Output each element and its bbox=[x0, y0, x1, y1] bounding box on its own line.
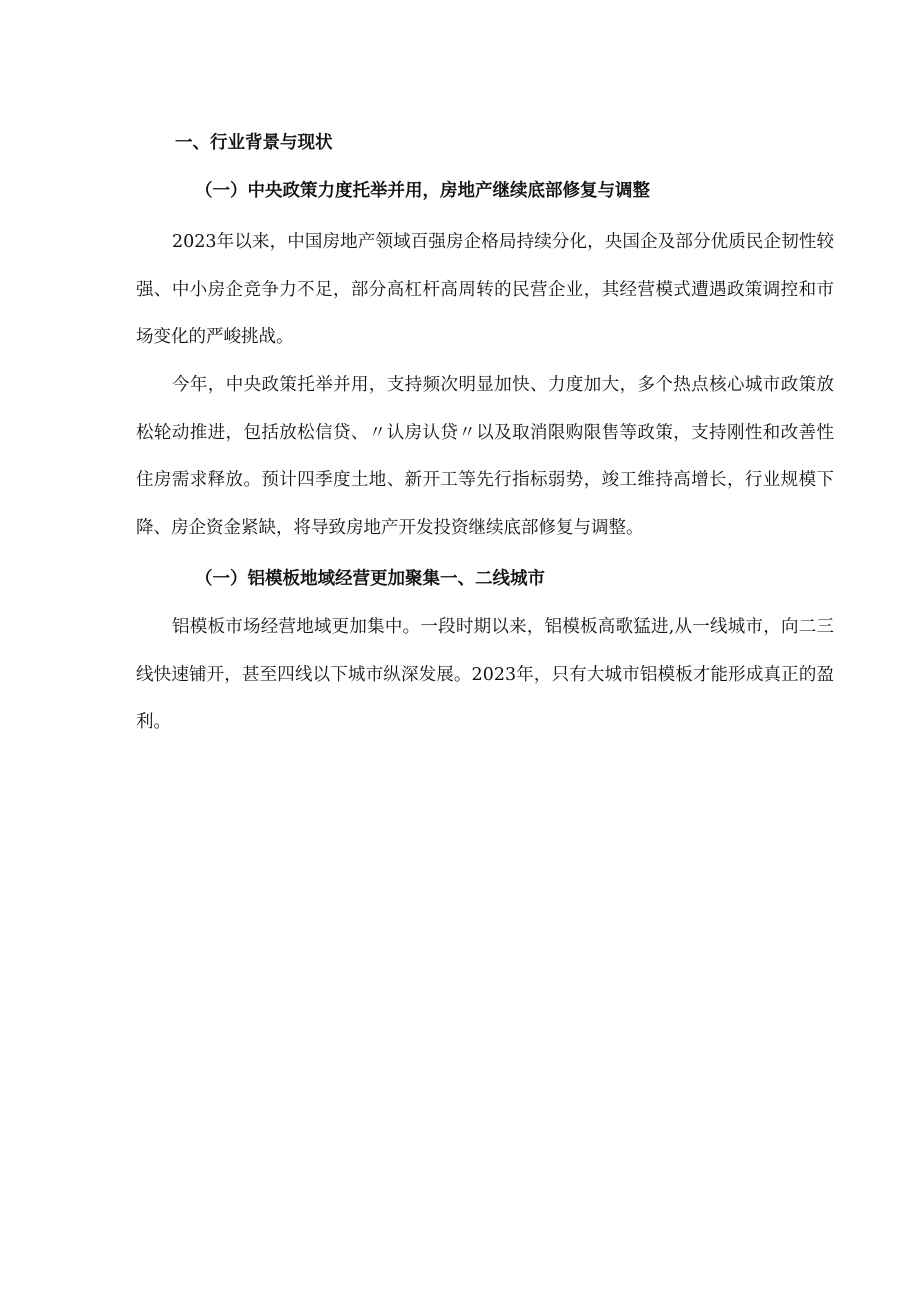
subsection-heading-aluminum-formwork: （一）铝模板地域经营更加聚集一、二线城市 bbox=[195, 569, 545, 589]
paragraph-aluminum-formwork-market: 铝模板市场经营地域更加集中。一段时期以来，铝模板高歌猛进,从一线城市，向二三线快速铺开，甚至四线以下城市纵深发展。2023年，只有大城市铝模板才能形成真正的盈利。 bbox=[136, 617, 834, 732]
subsection-heading-policy: （一）中央政策力度托举并用，房地产继续底部修复与调整 bbox=[195, 181, 650, 201]
section-heading: 一、行业背景与现状 bbox=[175, 133, 333, 153]
paragraph-policy-support: 今年，中央政策托举并用，支持频次明显加快、力度加大，多个热点核心城市政策放松轮动推进，包括放松信贷、〃认房认贷〃以及取消限购限售等政策，支持刚性和改善性住房需求释放。预计四季度土地、新开工等先行指标弱势，竣工维持高增长，行业规模下降、房企资金紧缺，将导致房地产开发投资继续底部修复与调整。 bbox=[136, 375, 834, 538]
paragraph-industry-overview: 2023年以来，中国房地产领域百强房企格局持续分化，央国企及部分优质民企韧性较强、中小房企竞争力不足，部分高杠杆高周转的民营企业，其经营模式遭遇政策调控和市场变化的严峻挑战。 bbox=[136, 232, 834, 347]
